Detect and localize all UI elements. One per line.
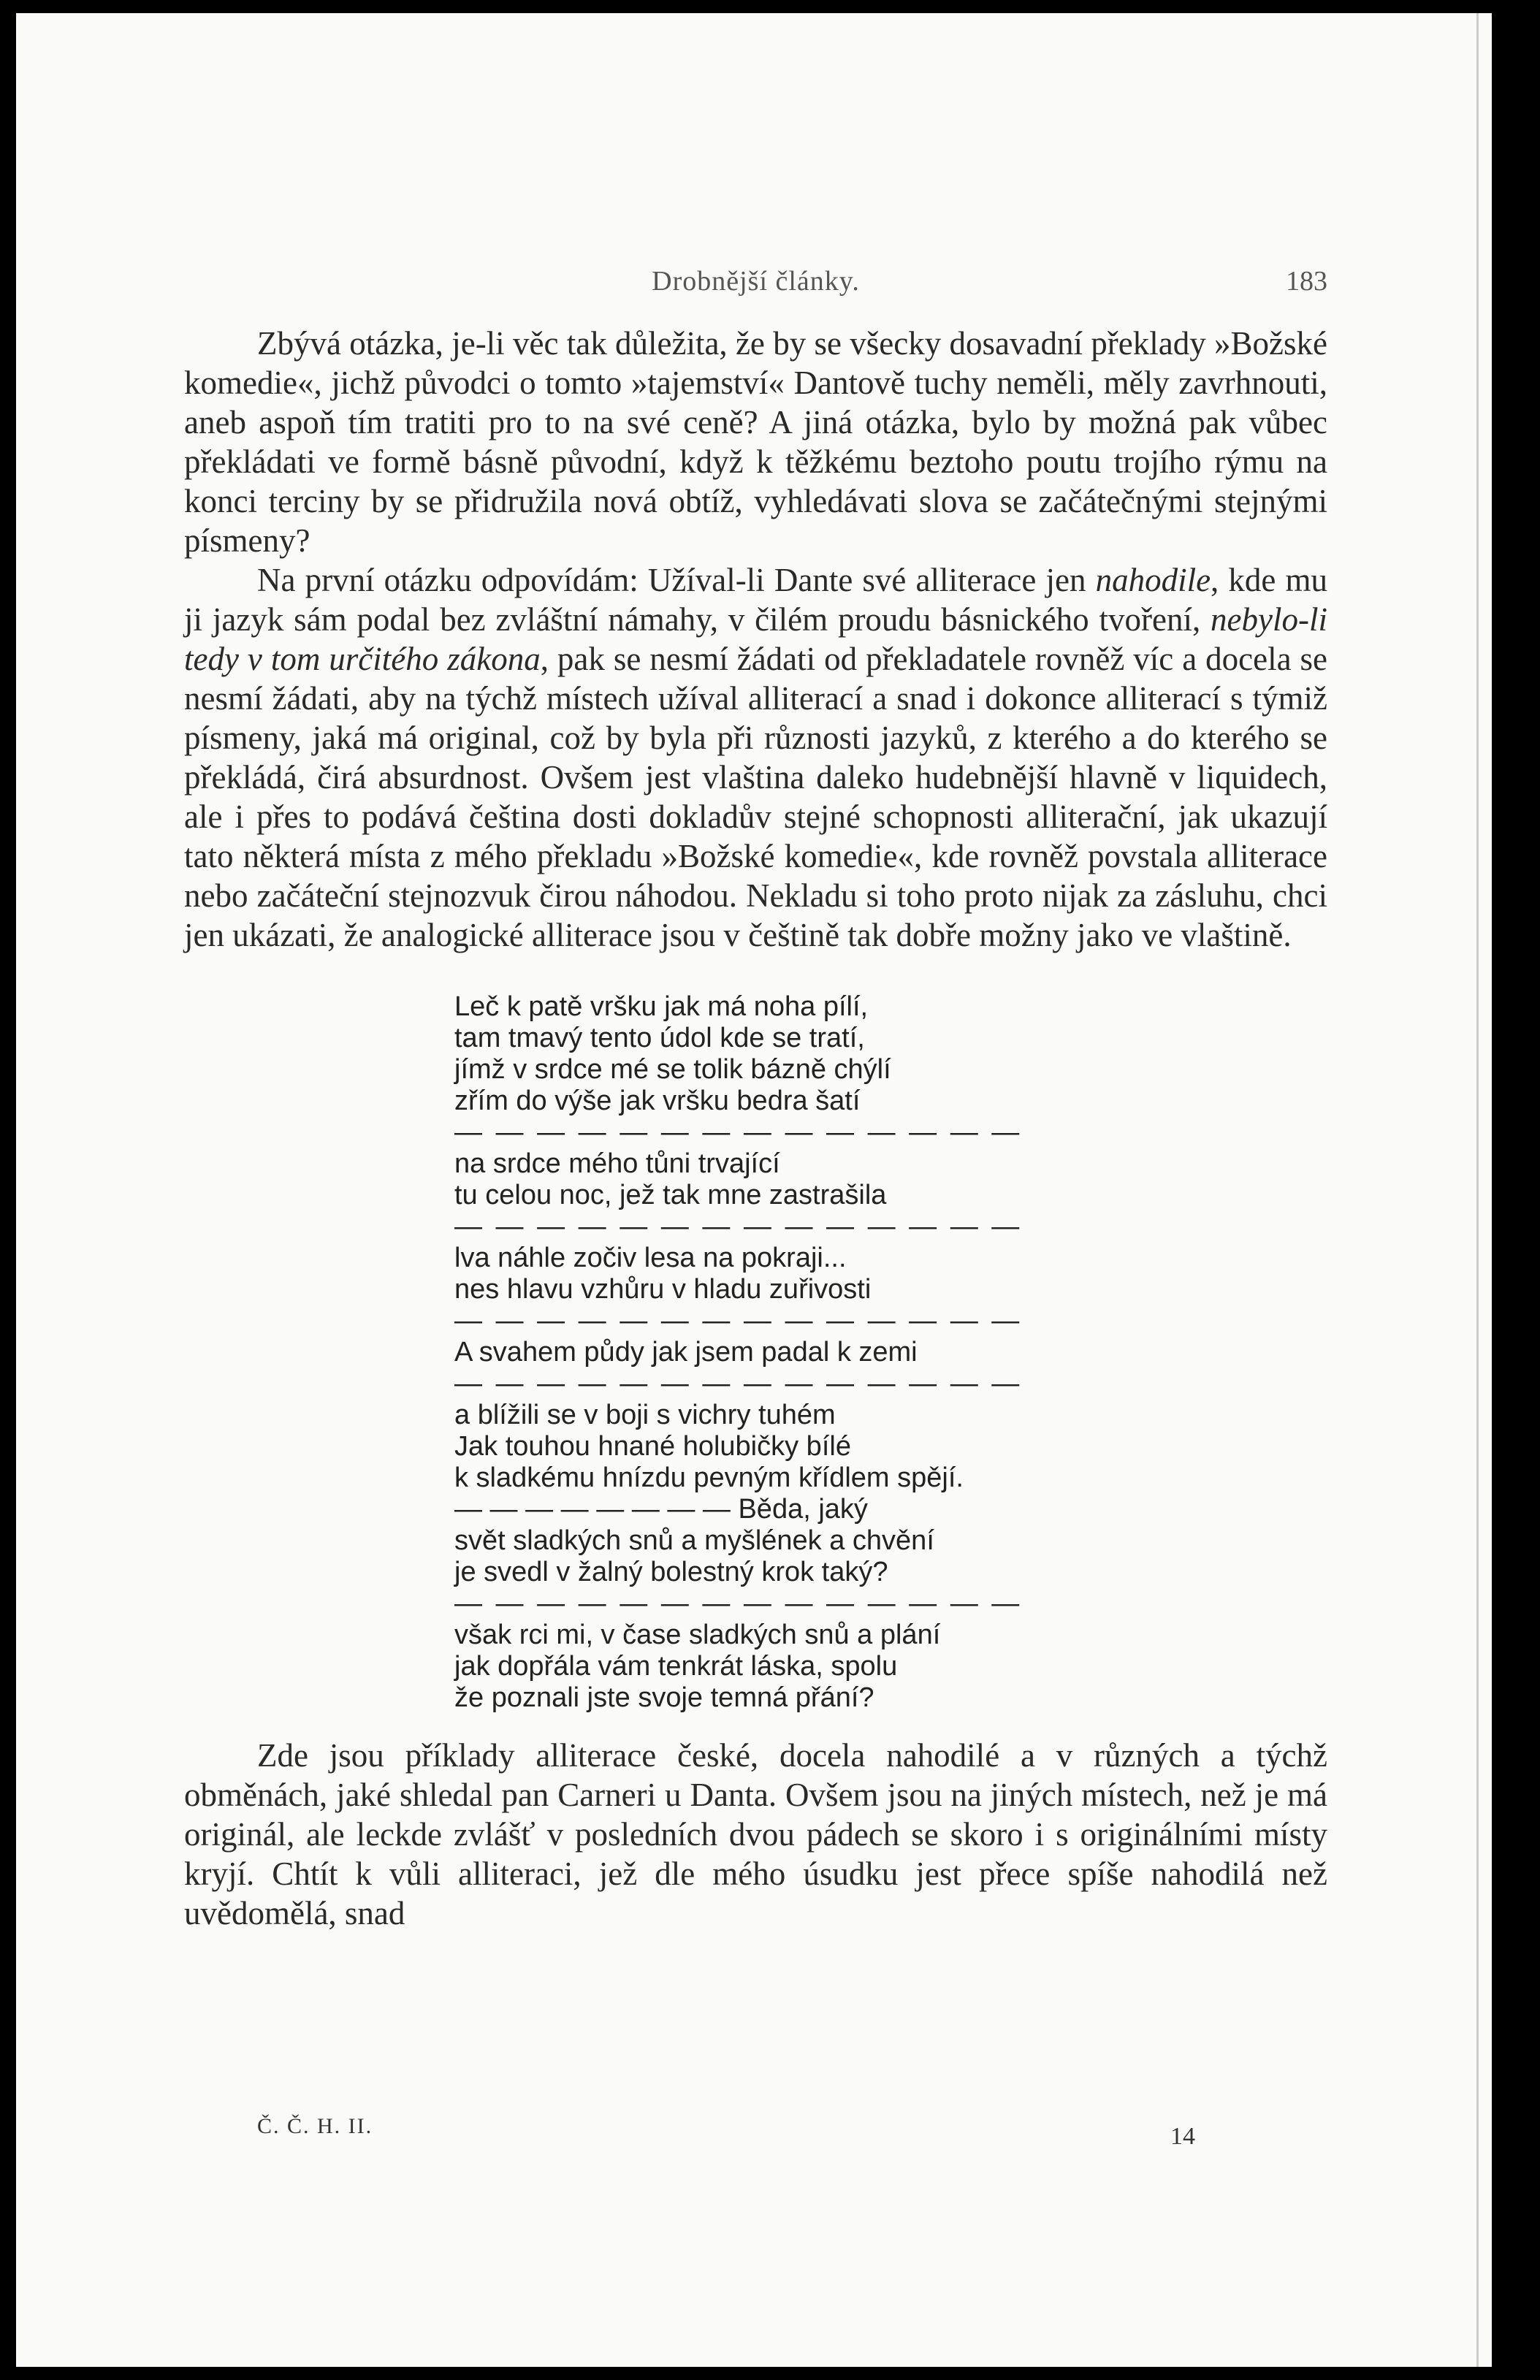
poem-line: však rci mi, v čase sladkých snů a plání bbox=[454, 1620, 941, 1650]
paragraph-1: Zbývá otázka, je-li věc tak důležita, že by se všecky dosavadní překlady »Božské komedie«, jichž původci o tomto »tajemství« Dantově tuchy neměli, měly zavrhnouti, aneb aspoň tím tratiti pro to na své ceně? A jiná otázka, bylo by možná pak vůbec překládati ve formě básně původní, když k těžkému beztoho poutu trojího rýmu na konci terciny by se přidružila nová obtíž, vyhledávati slova se začátečnými stejnými písmeny? bbox=[184, 325, 1327, 559]
poem-excerpt bbox=[454, 991, 1327, 1714]
poem-line: Leč k patě vršku jak má noha pílí, bbox=[454, 991, 869, 1022]
poem-ellipsis-rule: — — — — — — — — — — — — — — bbox=[454, 1305, 1023, 1336]
page bbox=[16, 13, 1492, 2367]
poem-line: že poznali jste svoje temná přání? bbox=[454, 1682, 874, 1713]
header-title: Drobnější články. bbox=[652, 266, 860, 297]
poem-line: — — — — — — — — Běda, jaký bbox=[454, 1494, 868, 1525]
poem-line: tam tmavý tento údol kde se tratí, bbox=[454, 1023, 865, 1053]
poem-line: jak dopřála vám tenkrát láska, spolu bbox=[454, 1651, 898, 1682]
poem-line: k sladkému hnízdu pevným křídlem spějí. bbox=[454, 1462, 964, 1493]
page-edge-rule bbox=[1476, 13, 1479, 2367]
poem-line: a blížili se v boji s vichry tuhém bbox=[454, 1400, 836, 1430]
running-header bbox=[184, 265, 1327, 309]
poem-line: tu celou noc, jež tak mne zastrašila bbox=[454, 1180, 887, 1210]
poem-line: zřím do výše jak vršku bedra šatí bbox=[454, 1086, 861, 1116]
article-body bbox=[184, 324, 1327, 1933]
paragraph-2-emph-1: nahodile bbox=[1095, 562, 1211, 598]
poem-line: jímž v srdce mé se tolik bázně chýlí bbox=[454, 1054, 891, 1085]
poem-line: nes hlavu vzhůru v hladu zuřivosti bbox=[454, 1274, 872, 1305]
paragraph-2-text-c: , kde mu ji jazyk sám podal bez zvláštní námahy, v čilém proudu básnického tvoření, bbox=[184, 562, 1327, 638]
poem-line: svět sladkých snů a myšlének a chvění bbox=[454, 1525, 934, 1556]
paragraph-2-text-a: Na první otázku odpovídám: Užíval-li Dante své alliterace jen bbox=[257, 562, 1096, 598]
paragraph-3: Zde jsou příklady alliterace české, docela nahodilé a v různých a týchž obměnách, jaké shledal pan Carneri u Danta. Ovšem jsou na jiných místech, než je má originál, ale leckde zvlášť v posledních dvou pádech se skoro i s originálními místy kryjí. Chtít k vůli alliteraci, jež dle mého úsudku jest přece spíše nahodilá než uvědomělá, snad bbox=[184, 1737, 1327, 1931]
poem-line: lva náhle zočiv lesa na pokraji... bbox=[454, 1243, 847, 1273]
poem-line: na srdce mého tůni trvající bbox=[454, 1148, 780, 1179]
poem-ellipsis-rule: — — — — — — — — — — — — — — bbox=[454, 1588, 1023, 1619]
poem-line: A svahem půdy jak jsem padal k zemi bbox=[454, 1337, 918, 1368]
signature-mark: Č. Č. H. II. bbox=[257, 2114, 373, 2138]
poem-ellipsis-rule: — — — — — — — — — — — — — — bbox=[454, 1117, 1023, 1148]
poem-line: je svedl v žalný bolestný krok taký? bbox=[454, 1557, 888, 1587]
poem-ellipsis-rule: — — — — — — — — — — — — — — bbox=[454, 1211, 1023, 1242]
poem-ellipsis-rule: — — — — — — — — — — — — — — bbox=[454, 1368, 1023, 1399]
sheet-number: 14 bbox=[1170, 2123, 1195, 2150]
paragraph-2-text-e: , pak se nesmí žádati od překladatele rovněž víc a docela se nesmí žádati, aby na týchž místech užíval alliterací a snad i dokonce alliterací s týmiž písmeny, jaká má original, což by byla při různosti jazyků, z kterého a do kterého se překládá, čirá absurdnost. Ovšem jest vlaština daleko hudebnější hlavně v liquidech, ale i přes to podává čeština dosti dokladův stejné schopnosti alliterační, jak ukazují tato některá místa z mého překladu »Božské komedie«, kde rovněž povstala alliterace nebo začáteční stejnozvuk čirou náhodou. Nekladu si toho proto nijak za zásluhu, chci jen ukázati, že analogické alliterace jsou v češtině tak dobře možny jako ve vlaštině. bbox=[184, 641, 1327, 953]
paragraph-2 bbox=[184, 560, 1327, 955]
paragraph-2-emph-2: nebylo-li tedy v tom určitého zákona bbox=[184, 601, 1327, 677]
poem-line: Jak touhou hnané holubičky bílé bbox=[454, 1431, 851, 1462]
page-number: 183 bbox=[1286, 266, 1327, 297]
